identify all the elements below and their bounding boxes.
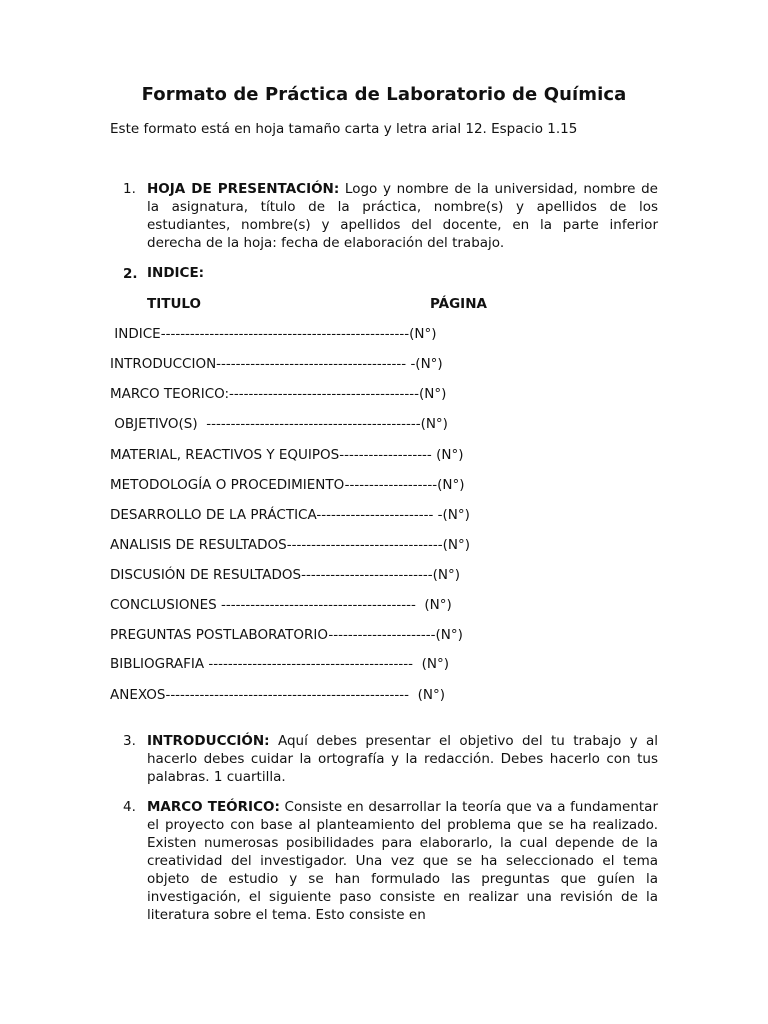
index-entry: DISCUSIÓN DE RESULTADOS---------------------------(N°) <box>110 567 460 583</box>
section-marco-teorico <box>147 798 658 924</box>
section-body: Logo y nombre de la universidad, nombre de la asignatura, título de la práctica, nombre(s) y apellidos de los estudiantes, nombre(s) y apellidos del docente, en la parte inferior derecha de la hoja: fecha de elaboración del trabajo. <box>147 181 658 251</box>
index-entry: PREGUNTAS POSTLABORATORIO----------------------(N°) <box>110 627 463 643</box>
section-number: 2. <box>123 266 138 282</box>
section-number: 3. <box>123 733 136 749</box>
index-entry: BIBLIOGRAFIA ------------------------------------------ (N°) <box>110 656 449 672</box>
index-entry: ANEXOS-------------------------------------------------- (N°) <box>110 687 445 703</box>
section-heading: HOJA DE PRESENTACIÓN: <box>147 181 340 197</box>
section-indice-heading: INDICE: <box>147 265 205 281</box>
section-heading: MARCO TEÓRICO: <box>147 799 280 815</box>
index-entry: OBJETIVO(S) --------------------------------------------(N°) <box>110 416 448 432</box>
index-entry: DESARROLLO DE LA PRÁCTICA------------------------ -(N°) <box>110 507 470 523</box>
section-body: Aquí debes presentar el objetivo del tu trabajo y al hacerlo debes cuidar la ortografía y la redacción. Debes hacerlo con tus palabras. 1 cuartilla. <box>147 733 658 785</box>
index-entry: METODOLOGÍA O PROCEDIMIENTO-------------------(N°) <box>110 477 465 493</box>
index-col-page: PÁGINA <box>430 296 487 312</box>
index-entry: INTRODUCCION--------------------------------------- -(N°) <box>110 356 443 372</box>
page-title: Formato de Práctica de Laboratorio de Química <box>141 84 627 105</box>
index-entry: ANALISIS DE RESULTADOS--------------------------------(N°) <box>110 537 471 553</box>
index-entry: MATERIAL, REACTIVOS Y EQUIPOS------------------- (N°) <box>110 447 464 463</box>
index-col-title: TITULO <box>147 296 201 312</box>
index-entry: MARCO TEORICO:---------------------------------------(N°) <box>110 386 447 402</box>
section-number: 4. <box>123 799 136 815</box>
index-entry: CONCLUSIONES ---------------------------------------- (N°) <box>110 597 452 613</box>
section-heading: INTRODUCCIÓN: <box>147 733 270 749</box>
index-entry: INDICE---------------------------------------------------(N°) <box>110 326 437 342</box>
section-body: Consiste en desarrollar la teoría que va a fundamentar el proyecto con base al planteamiento del problema que se ha realizado. Existen numerosas posibilidades para elaborarlo, la cual depende de la creatividad del investigador. Una vez que se ha seleccionado el tema objeto de estudio y se han formulado las preguntas que guíen la investigación, el siguiente paso consiste en realizar una revisión de la literatura sobre el tema. Esto consiste en <box>147 799 659 923</box>
format-note: Este formato está en hoja tamaño carta y letra arial 12. Espacio 1.15 <box>110 121 578 137</box>
section-hoja-presentacion <box>147 180 658 252</box>
section-number: 1. <box>123 181 136 197</box>
section-introduccion <box>147 732 658 786</box>
